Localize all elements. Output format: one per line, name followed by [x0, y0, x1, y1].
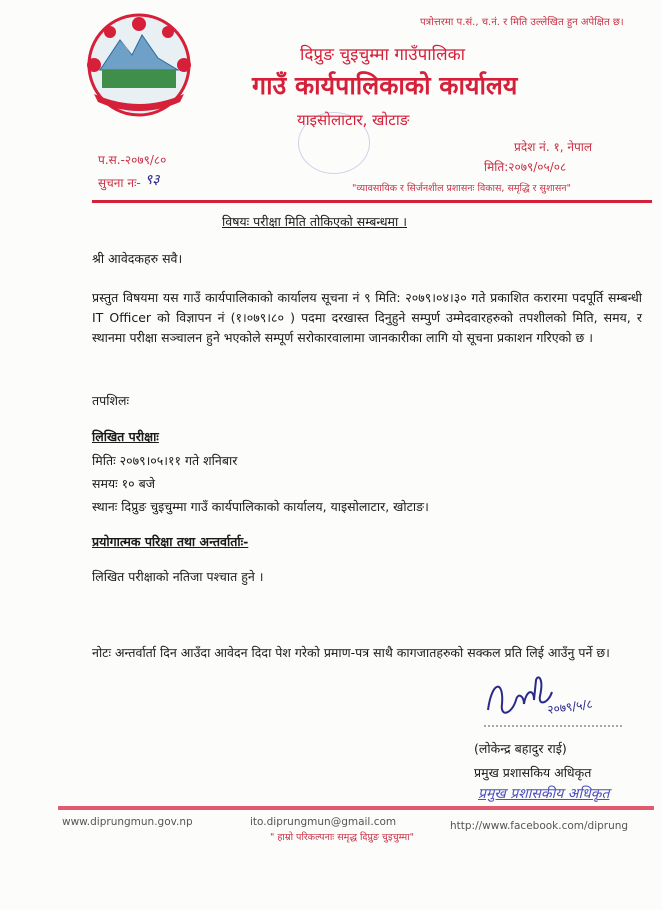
- details-label: तपशिलः: [92, 393, 129, 408]
- nepal-emblem-icon: [80, 10, 198, 120]
- municipality-name: दिप्रुङ चुइचुम्मा गाउँपालिका: [300, 45, 466, 65]
- note-paragraph: नोटः अन्तर्वार्ता दिन आउँदा आवेदन दिदा पेश गरेको प्रमाण-पत्र साथै कागजातहरुको सक्कल प्रति लिई आउँनु पर्ने छ।: [92, 645, 610, 660]
- signatory-stamp: प्रमुख प्रशासकीय अधिकृत: [478, 786, 610, 802]
- footer-facebook: http://www.facebook.com/diprung: [450, 820, 629, 832]
- signature-date: २०७९/५/८: [546, 696, 594, 717]
- office-motto: "व्यावसायिक र सिर्जनशील प्रशासनः विकास, समृद्धि र सुशासन": [352, 183, 571, 194]
- footer-email: ito.diprungmun@gmail.com: [250, 816, 397, 828]
- written-exam-date: मितिः २०७९।०५।११ गते शनिबार: [92, 453, 238, 468]
- province-label: प्रदेश नं. १, नेपाल: [514, 140, 593, 154]
- footer-website: www.diprungmun.gov.np: [62, 816, 193, 828]
- footer-divider: [58, 806, 654, 810]
- signatory-title: प्रमुख प्रशासकिय अधिकृत: [474, 765, 592, 780]
- top-note: पत्रोत्तरमा प.सं., च.नं. र मिति उल्लेखित हुन अपेक्षित छ।: [420, 17, 624, 28]
- signatory-name: (लोकेन्द्र बहादुर राई): [474, 741, 567, 756]
- written-exam-place: स्थानः दिप्रुङ चुइचुम्मा गाउँ कार्यपालिकाको कार्यालय, याइसोलाटार, खोटाङ।: [92, 499, 429, 514]
- notice-number: ९३: [145, 172, 160, 188]
- signature: [478, 670, 628, 732]
- notice-label: सुचना नः-: [98, 176, 141, 190]
- letter-subject: विषयः परीक्षा मिति तोकिएको सम्बन्धमा ।: [222, 214, 407, 229]
- practical-exam-heading: प्रयोगात्मक परिक्षा तथा अन्तर्वार्ताः-: [92, 534, 249, 549]
- footer-slogan: " हाम्रो परिकल्पनाः समृद्ध दिप्रुङ चुइचुम्मा": [270, 832, 415, 843]
- written-exam-heading: लिखित परीक्षाः: [92, 429, 159, 444]
- body-paragraph: प्रस्तुत विषयमा यस गाउँ कार्यपालिकाको कार्यालय सूचना नं ९ मिति: २०७९।०४।३० गते प्रकाशित करारमा पदपूर्ति सम्बन्धी IT Officer को विज्ञापन नं (१।०७९।८० ) पदमा दरखास्त दिनुहुने सम्पुर्ण उम्मेदवारहरुको तपशीलको मिति, समय, र स्थानमा परीक्षा सञ्चालन हुने भएकोले सम्पूर्ण सरोकारवालामा जानकारीका लागि यो सूचना प्रकाशन गरिएको छ ।: [92, 290, 642, 345]
- office-address: याइसोलाटार, खोटाङ: [297, 111, 410, 129]
- letter-date: मिति:२०७९/०५/०८: [484, 160, 567, 174]
- office-name: गाउँ कार्यपालिकाको कार्यालय: [252, 71, 518, 100]
- reference-number: प.स.-२०७९/८०: [98, 153, 167, 167]
- salutation: श्री आवेदकहरु सवै।: [92, 251, 183, 266]
- result-note: लिखित परीक्षाको नतिजा पश्चात हुने ।: [92, 569, 264, 584]
- written-exam-time: समयः १० बजे: [92, 476, 156, 491]
- header-divider: [92, 200, 652, 203]
